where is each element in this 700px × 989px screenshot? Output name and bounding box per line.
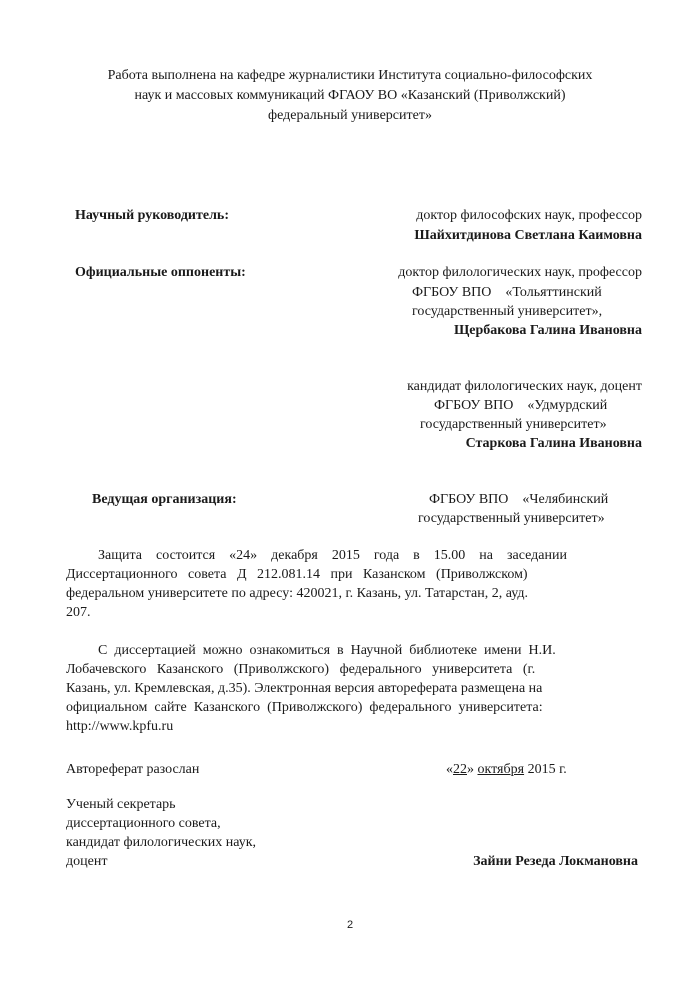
opponents-label: Официальные оппоненты: <box>75 265 246 280</box>
opponent-2-degree: кандидат филологических наук, доцент <box>407 379 642 394</box>
secretary-line-1: Ученый секретарь <box>66 797 176 812</box>
library-line-2: Лобачевского Казанского (Приволжского) федерального университета (г. <box>66 662 536 677</box>
library-line-4: официальном сайте Казанского (Приволжского) федерального университета: <box>66 700 543 715</box>
sent-day: 22 <box>453 762 467 777</box>
leading-org-line-2: государственный университет» <box>418 511 605 526</box>
header-line-1: Работа выполнена на кафедре журналистики Института социально-философских <box>107 68 593 83</box>
opponent-2-name: Старкова Галина Ивановна <box>465 436 642 451</box>
library-line-3: Казань, ул. Кремлевская, д.35). Электронная версия автореферата размещена на <box>66 681 543 696</box>
secretary-line-4: доцент <box>66 854 108 869</box>
header-line-3: федеральный университет» <box>268 108 432 123</box>
defense-line-4: 207. <box>66 605 91 620</box>
sent-open-quote: « <box>446 762 453 777</box>
secretary-line-3: кандидат филологических наук, <box>66 835 256 850</box>
library-line-1: С диссертацией можно ознакомиться в Научной библиотеке имени Н.И. <box>98 643 556 658</box>
opponent-1-degree: доктор филологических наук, профессор <box>398 265 642 280</box>
secretary-name: Зайни Резеда Локмановна <box>473 854 638 869</box>
leading-org-label: Ведущая организация: <box>92 492 237 507</box>
opponent-1-name: Щербакова Галина Ивановна <box>453 323 642 338</box>
opponent-2-org-line-2: государственный университет» <box>420 417 607 432</box>
opponent-1-org-line-2: государственный университет», <box>412 304 603 319</box>
sent-date <box>446 760 567 779</box>
leading-org-line-1: ФГБОУ ВПО «Челябинский <box>429 492 609 507</box>
header-line-2: наук и массовых коммуникаций ФГАОУ ВО «Казанский (Приволжский) <box>134 88 566 103</box>
secretary-line-2: диссертационного совета, <box>66 816 221 831</box>
defense-line-3: федеральном университете по адресу: 420021, г. Казань, ул. Татарстан, 2, ауд. <box>66 586 528 601</box>
defense-line-1: Защита состоится «24» декабря 2015 года в 15.00 на заседании <box>98 548 567 563</box>
supervisor-name: Шайхитдинова Светлана Каимовна <box>414 228 642 243</box>
sent-close-quote: » <box>467 762 474 777</box>
supervisor-label: Научный руководитель: <box>75 208 229 223</box>
supervisor-degree: доктор философских наук, профессор <box>416 208 642 223</box>
page-number: 2 <box>346 919 354 931</box>
defense-line-2: Диссертационного совета Д 212.081.14 при Казанском (Приволжском) <box>66 567 528 582</box>
opponent-2-org-line-1: ФГБОУ ВПО «Удмурдский <box>434 398 608 413</box>
opponent-1-org-line-1: ФГБОУ ВПО «Тольяттинский <box>412 285 602 300</box>
sent-year: 2015 г. <box>527 762 567 777</box>
library-url: http://www.kpfu.ru <box>66 719 174 734</box>
sent-label: Автореферат разослан <box>66 762 200 777</box>
sent-month: октября <box>477 762 525 777</box>
